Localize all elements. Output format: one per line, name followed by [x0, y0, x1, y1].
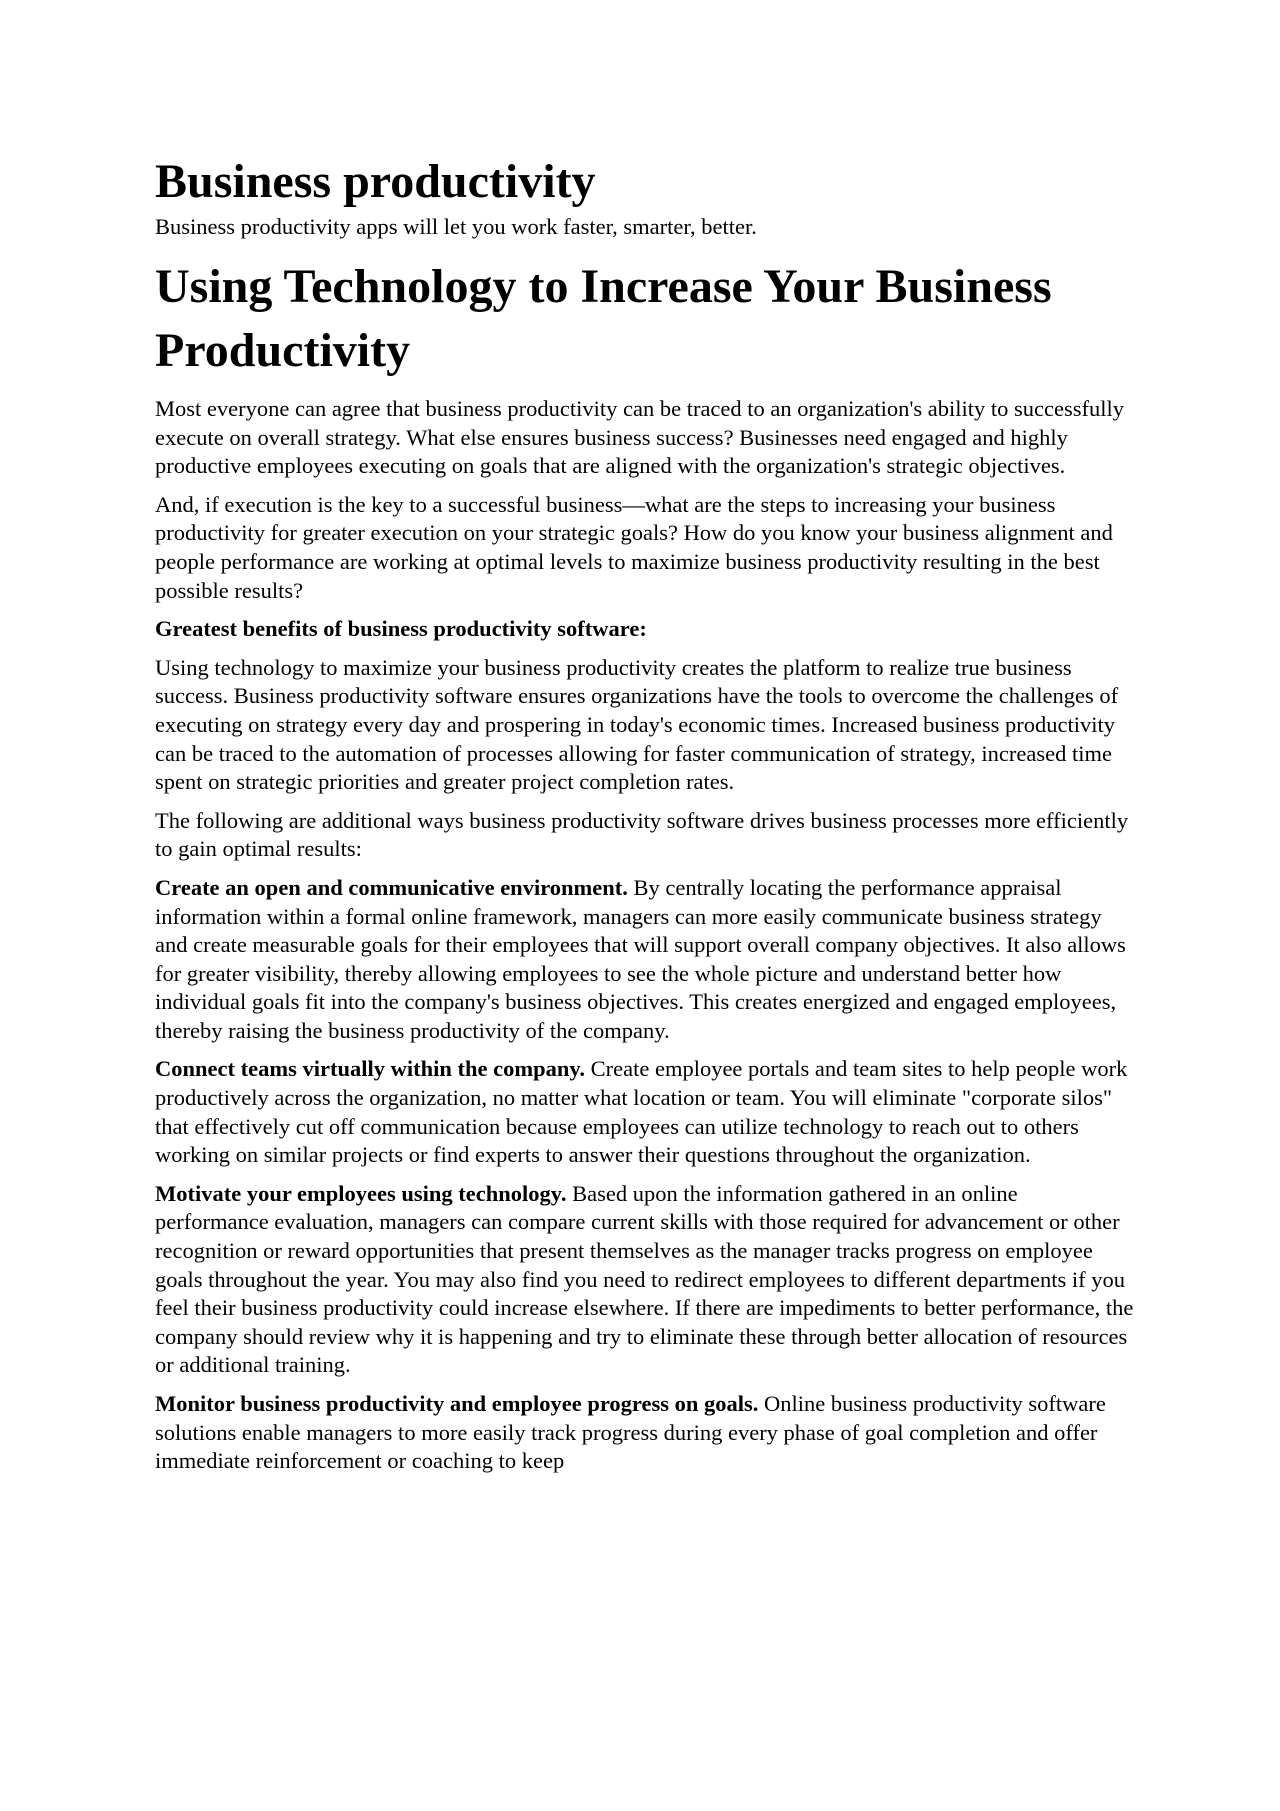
benefits-paragraph-1: Using technology to maximize your business productivity creates the platform to realize true business success. Business productivity software ensures organizations have the tools to overcome the challenges of executing on strategy every day and prospering in today's economic times. Increased business productivity can be traced to the automation of processes allowing for faster communication of strategy, increased time spent on strategic priorities and greater project completion rates. — [155, 654, 1119, 795]
benefit-item-motivate — [155, 1180, 1135, 1380]
intro-paragraph-2: And, if execution is the key to a successful business—what are the steps to increasing your business productivity for greater execution on your strategic goals? How do you know your business alignment and people performance are working at optimal levels to maximize business productivity resulting in the best possible results? — [155, 491, 1113, 603]
benefit-item-lead: Monitor business productivity and employee progress on goals. — [155, 1391, 759, 1416]
benefit-item-lead: Create an open and communicative environment. — [155, 874, 628, 900]
benefit-item-open-environment — [155, 874, 1135, 1046]
benefit-item-lead: Motivate your employees using technology. — [155, 1180, 567, 1206]
section-heading: Using Technology to Increase Your Business Productivity — [155, 260, 1052, 377]
benefits-subheading: Greatest benefits of business productivity software: — [155, 616, 647, 642]
intro-paragraph-1: Most everyone can agree that business productivity can be traced to an organization's ability to successfully execute on overall strategy. What else ensures business success? Businesses need engaged and highly productive employees executing on goals that are aligned with the organization's strategic objectives. — [155, 396, 1124, 479]
benefit-item-monitor — [155, 1390, 1135, 1476]
benefit-item-lead: Connect teams virtually within the company. — [155, 1056, 585, 1082]
benefit-item-text: Online business productivity software solutions enable managers to more easily track progress during every phase of goal completion and offer immediate reinforcement or coaching to keep — [155, 1391, 1106, 1474]
benefit-item-text: Create employee portals and team sites to help people work productively across the organization, no matter what location or team. You will eliminate "corporate silos" that effectively cut off communication because employees can utilize technology to reach out to others working on similar projects or find experts to answer their questions throughout the organization. — [155, 1056, 1128, 1168]
document-page — [155, 152, 1135, 1486]
page-subtitle: Business productivity apps will let you work faster, smarter, better. — [155, 214, 757, 239]
benefit-item-text: Based upon the information gathered in an online performance evaluation, managers can compare current skills with those required for advancement or other recognition or reward opportunities that present themselves as the manager tracks progress on employee goals throughout the year. You may also find you need to redirect employees to different departments if you feel their business productivity could increase elsewhere. If there are impediments to better performance, the company should review why it is happening and try to eliminate these through better allocation of resources or additional training. — [155, 1180, 1134, 1378]
benefit-item-text: By centrally locating the performance appraisal information within a formal online framework, managers can more easily communicate business strategy and create measurable goals for their employees that will support overall company objectives. It also allows for greater visibility, thereby allowing employees to see the whole picture and understand better how individual goals fit into the company's business objectives. This creates energized and engaged employees, thereby raising the business productivity of the company. — [155, 874, 1126, 1043]
page-title: Business productivity — [155, 155, 596, 208]
benefit-item-connect-teams — [155, 1055, 1135, 1169]
benefits-paragraph-2: The following are additional ways business productivity software drives business processes more efficiently to gain optimal results: — [155, 807, 1129, 862]
